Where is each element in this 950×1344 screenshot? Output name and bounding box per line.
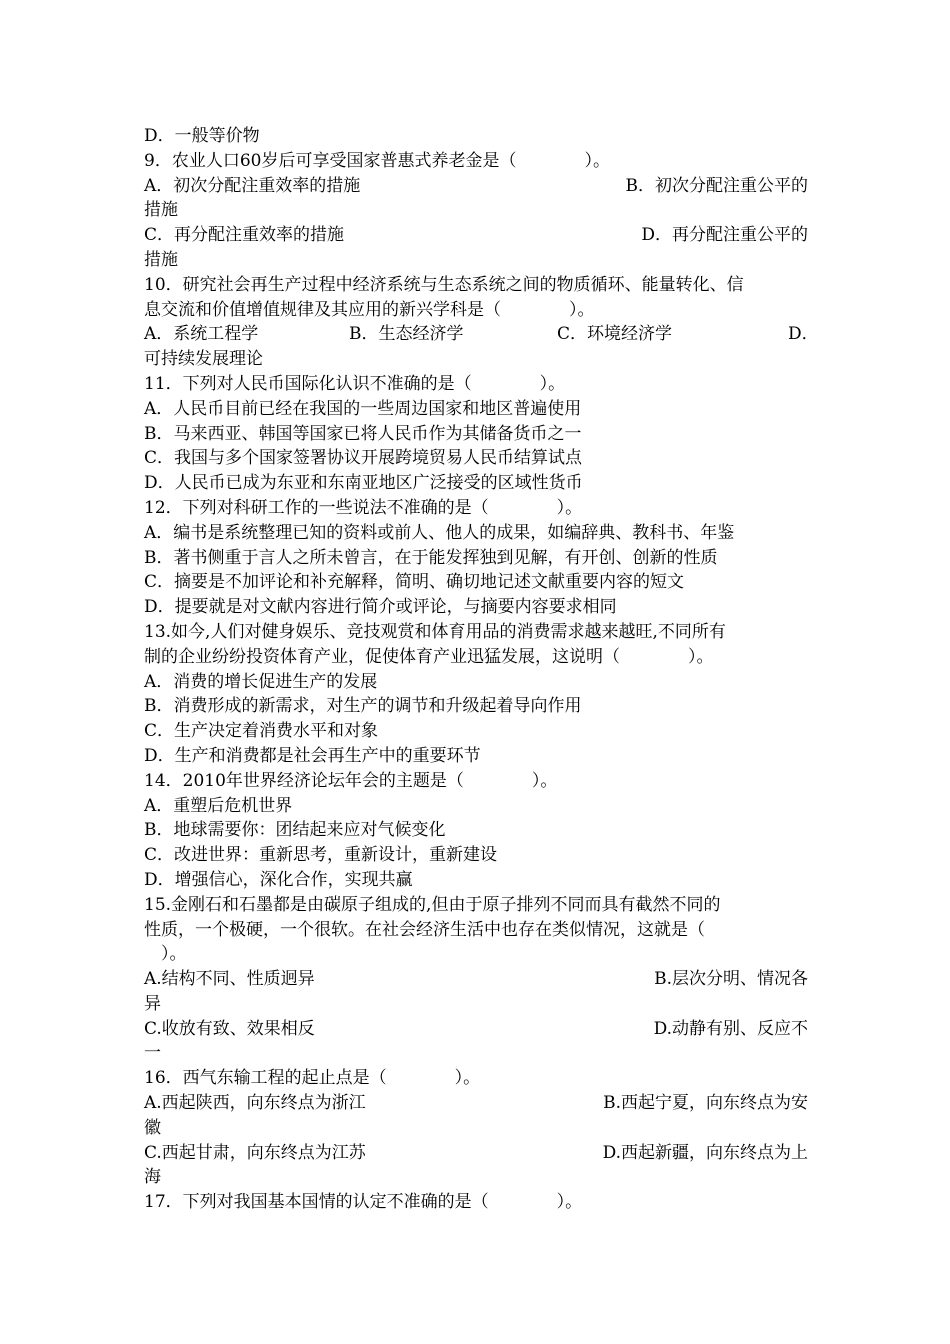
q13-stem-line1: 13.如今,人们对健身娱乐、竞技观赏和体育用品的消费需求越来越旺,不同所有 [144, 621, 726, 642]
q9-stem: 9．农业人口60岁后可享受国家普惠式养老金是（ ）。 [144, 150, 610, 171]
q12-option-d: D．提要就是对文献内容进行简介或评论，与摘要内容要求相同 [144, 597, 617, 618]
q16-option-c: C.西起甘肃，向东终点为江苏 [144, 1142, 366, 1163]
question-14 [144, 769, 808, 893]
q9-option-b-cont: 措施 [144, 200, 178, 221]
q11-option-c: C．我国与多个国家签署协议开展跨境贸易人民币结算试点 [144, 448, 583, 469]
question-12 [144, 496, 808, 620]
q14-stem: 14．2010年世界经济论坛年会的主题是（ ）。 [144, 770, 558, 791]
q15-option-c: C.收放有致、效果相反 [144, 1018, 315, 1039]
q14-option-c: C．改进世界：重新思考，重新设计，重新建设 [144, 845, 498, 866]
q9-option-c: C．再分配注重效率的措施 [144, 225, 345, 246]
q14-option-a: A．重塑后危机世界 [144, 795, 293, 816]
q11-option-a: A．人民币目前已经在我国的一些周边国家和地区普遍使用 [144, 398, 582, 419]
q15-stem-line2: 性质，一个极硬，一个很软。在社会经济生活中也存在类似情况，这就是（ [144, 919, 705, 940]
question-11 [144, 372, 808, 496]
q12-option-c: C．摘要是不加评论和补充解释，简明、确切地记述文献重要内容的短文 [144, 572, 685, 593]
q15-option-a: A.结构不同、性质迥异 [144, 969, 315, 990]
document-page [144, 124, 819, 1215]
q11-option-b: B．马来西亚、韩国等国家已将人民币作为其储备货币之一 [144, 423, 582, 444]
q13-stem-line2: 制的企业纷纷投资体育产业，促使体育产业迅猛发展，这说明（ ）。 [144, 646, 714, 667]
q9-option-b: B．初次分配注重公平的 [625, 175, 808, 196]
q13-option-b: B．消费形成的新需求，对生产的调节和升级起着导向作用 [144, 696, 582, 717]
q14-option-d: D．增强信心，深化合作，实现共赢 [144, 869, 413, 890]
q16-option-d: D.西起新疆，向东终点为上 [602, 1142, 808, 1163]
question-17 [144, 1190, 808, 1215]
q16-option-b: B.西起宁夏，向东终点为安 [603, 1093, 808, 1114]
q13-option-d: D．生产和消费都是社会再生产中的重要环节 [144, 745, 481, 766]
q15-option-b: B.层次分明、情况各 [654, 969, 808, 990]
q16-stem: 16．西气东输工程的起止点是（ ）。 [144, 1068, 481, 1089]
question-9 [144, 149, 808, 273]
q8-option-d: D．一般等价物 [144, 126, 260, 146]
q9-option-a: A．初次分配注重效率的措施 [144, 175, 361, 196]
q10-option-a: A．系统工程学 [144, 324, 259, 345]
q13-option-c: C．生产决定着消费水平和对象 [144, 721, 379, 742]
q10-stem-line2: 息交流和价值增值规律及其应用的新兴学科是（ ）。 [144, 299, 595, 320]
q17-stem: 17．下列对我国基本国情的认定不准确的是（ ）。 [144, 1192, 583, 1213]
q13-option-a: A．消费的增长促进生产的发展 [144, 671, 378, 692]
q16-option-b-cont: 徽 [144, 1117, 161, 1138]
q16-option-a: A.西起陕西，向东终点为浙江 [144, 1093, 366, 1114]
q10-option-c: C．环境经济学 [557, 324, 673, 345]
question-16 [144, 1066, 808, 1190]
q9-option-d-cont: 措施 [144, 249, 178, 270]
q10-option-d: D． [788, 324, 819, 345]
question-15 [144, 893, 808, 1067]
q15-option-d: D.动静有别、反应不 [653, 1018, 808, 1039]
q12-option-a: A．编书是系统整理已知的资料或前人、他人的成果，如编辞典、教科书、年鉴 [144, 522, 735, 543]
q14-option-b: B．地球需要你：团结起来应对气候变化 [144, 820, 446, 841]
q12-option-b: B．著书侧重于言人之所未曾言，在于能发挥独到见解，有开创、创新的性质 [144, 547, 718, 568]
q9-option-d: D．再分配注重公平的 [641, 225, 808, 246]
q11-stem: 11．下列对人民币国际化认识不准确的是（ ）。 [144, 373, 566, 394]
question-13 [144, 620, 808, 769]
q11-option-d: D．人民币已成为东亚和东南亚地区广泛接受的区域性货币 [144, 473, 583, 494]
question-10 [144, 273, 819, 372]
q15-option-b-cont: 异 [144, 993, 161, 1014]
q15-option-d-cont: 一 [144, 1043, 161, 1064]
q10-option-d-cont: 可持续发展理论 [144, 349, 263, 370]
q16-option-d-cont: 海 [144, 1167, 161, 1188]
q15-stem-line1: 15.金刚石和石墨都是由碳原子组成的,但由于原子排列不同而具有截然不同的 [144, 894, 721, 915]
q10-stem-line1: 10．研究社会再生产过程中经济系统与生态系统之间的物质循环、能量转化、信 [144, 274, 744, 295]
q10-option-b: B．生态经济学 [349, 324, 464, 345]
q15-stem-line3: ）。 [144, 944, 187, 965]
q12-stem: 12．下列对科研工作的一些说法不准确的是（ ）。 [144, 497, 583, 518]
